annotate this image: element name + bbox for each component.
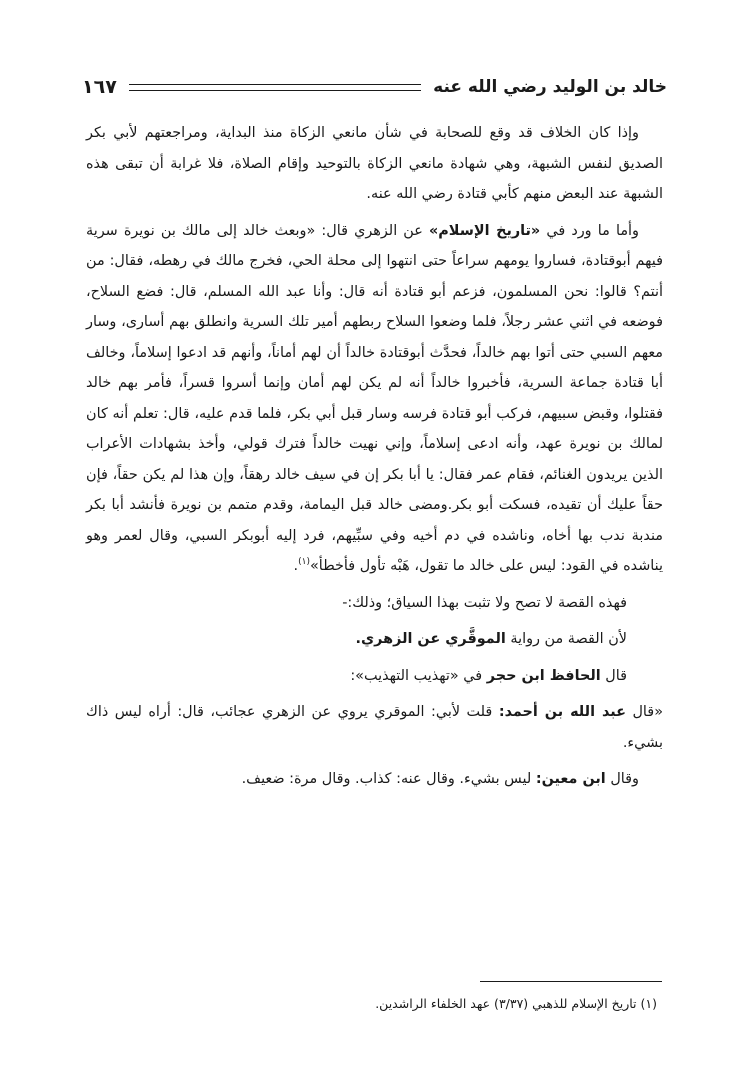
paragraph-2-end: . xyxy=(293,558,299,574)
book-title-tarikh: «تاريخ الإسلام» xyxy=(428,222,541,239)
scholar-ibn-main: ابن معين: xyxy=(535,771,606,787)
footnote-reference: (١) xyxy=(298,557,310,568)
footnote: (١) تاريخ الإسلام للذهبي (٣/٣٧) عهد الخلفاء الراشدين. xyxy=(375,996,657,1011)
paragraph-6-text-a: «قال xyxy=(625,704,663,720)
scholar-ibn-hajar: الحافظ ابن حجر xyxy=(486,667,601,684)
paragraph-6-text-b: قلت لأبي: الموقري يروي عن الزهري عجائب، قال: أراه ليس ذاك بشيء. xyxy=(86,704,663,751)
running-header xyxy=(82,72,667,102)
main-text xyxy=(86,118,663,801)
paragraph-5 xyxy=(86,661,663,692)
paragraph-1: وإذا كان الخلاف قد وقع للصحابة في شأن مانعي الزكاة منذ البداية، ومراجعتهم لأبي بكر الصديق لنفس الشبهة، وهي شهادة مانعي الزكاة بالتوحيد وإقام الصلاة، فلا غرابة أن تبقى هذه الشبهة عند البعض منهم كأبي قتادة رضي الله عنه. xyxy=(86,125,663,202)
paragraph-2 xyxy=(86,216,663,582)
narrator-name: الموقَّري عن الزهري. xyxy=(355,631,506,647)
paragraph-2-text-a: وأما ما ورد في xyxy=(540,222,639,239)
paragraph-7-text-a: وقال xyxy=(605,771,639,787)
paragraph-4-text: لأن القصة من رواية xyxy=(505,631,627,647)
paragraph-5-text-a: قال xyxy=(600,667,627,684)
paragraph-6 xyxy=(86,697,663,758)
paragraph-3: فهذه القصة لا تصح ولا تثبت بهذا السياق؛ وذلك:- xyxy=(342,594,627,611)
paragraph-7-text-b: ليس بشيء. وقال عنه: كذاب. وقال مرة: ضعيف. xyxy=(241,771,536,787)
page-number: ١٦٧ xyxy=(82,76,117,98)
paragraph-5-text-b: في «تهذيب التهذيب»: xyxy=(350,667,487,684)
footnote-divider xyxy=(480,981,662,982)
paragraph-4 xyxy=(86,624,663,655)
paragraph-7 xyxy=(86,764,663,795)
paragraph-2-quote: عن الزهري قال: «وبعث خالد إلى مالك بن نويرة سرية فيهم أبوقتادة، فساروا يومهم سراعاً حتى انتهوا إلى محلة الحي، فخرج مالك في رهطه، فقال: من أنتم؟ قالوا: نحن المسلمون، فزعم أبو قتادة أنه قال: وأنا عبد الله المسلم، قال: فضع السلاح، فوضعه في اثني عشر رجلاً، فلما وضعوا السلاح ربطهم أمير تلك السرية وانطلق بهم أسارى، وسار معهم السبي حتى أتوا بهم خالداً، فحدَّث أبوقتادة خالداً أن لهم أماناً، وأنهم قد ادعوا إسلاماً، وخالف أبا قتادة جماعة السرية، فأخبروا خالداً أنه لم يكن لهم أمان وإنما أسروا قسراً، فأمر بهم خالد فقتلوا، وقبض سبيهم، فركب أبو قتادة فرسه وسار قبل أبي بكر، فلما قدم عليه، قال: تعلم أنه كان لمالك بن نويرة عهد، وأنه ادعى إسلاماً، وإني نهيت خالداً فترك قولي، وأخذ بشهادات الأعراب الذين يريدون الغنائم، فقام عمر فقال: يا أبا بكر إن في سيف خالد رهقاً، وإن هذا لم يكن حقاً، فإن حقاً عليك أن تقيده، فسكت أبو بكر.ومضى خالد قبل اليمامة، وقدم متمم بن نويرة فأنشد أبا بكر مندبة ندب بها أخاه، وناشده في دم أخيه وفي سبِّيهم، فرد إليه أبوبكر السبي، وقال لعمر وهو يناشده في القود: ليس على خالد ما تقول، هَبْه تأول فأخطأ» xyxy=(86,222,663,574)
header-title: خالد بن الوليد رضي الله عنه xyxy=(433,77,667,97)
scholar-abdullah-ibn-ahmad: عبد الله بن أحمد: xyxy=(498,704,626,720)
header-double-rule xyxy=(129,84,421,91)
